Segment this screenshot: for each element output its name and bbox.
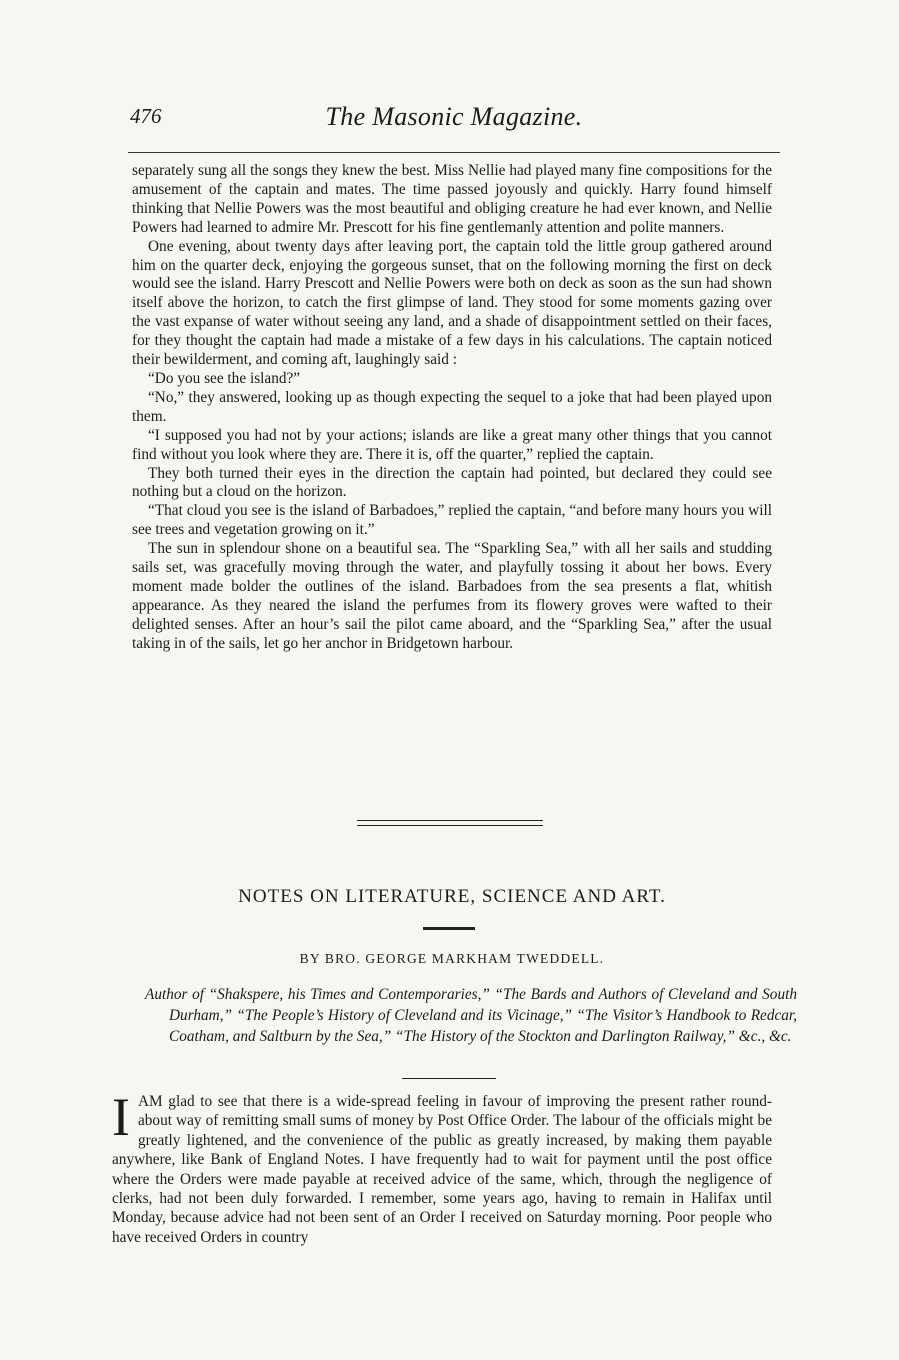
story-paragraph: One evening, about twenty days after leaving port, the captain told the little group gathered around him on the quarter deck, enjoying the gorgeous sunset, that on the following morning the first on deck would see the island. Harry Prescott and Nellie Powers were both on deck as soon as the sun had shown itself above the horizon, to catch the first glimpse of land. They stood for some moments gazing over the vast expanse of water without seeing any land, and a shade of disappointment settled on their faces, for they thought the captain had made a mistake of a few days in his calculations. The captain noticed their bewilderment, and coming aft, laughingly said : <box>132 237 772 369</box>
story-paragraph: “No,” they answered, looking up as though expecting the sequel to a joke that had been played upon them. <box>132 388 772 425</box>
story-continuation <box>132 162 772 654</box>
story-paragraph: The sun in splendour shone on a beautiful sea. The “Sparkling Sea,” with all her sails and studding sails set, was gracefully moving through the water, and playfully tossing it about her bows. Every moment made bolder the outlines of the island. Barbadoes from the sea presents a flat, whitish appearance. As they neared the island the perfumes from its flowery groves were wafted to their delighted senses. After an hour’s sail the pilot came aboard, and the “Sparkling Sea,” after the usual taking in of the sails, let go her anchor in Bridgetown harbour. <box>132 540 772 652</box>
page-header <box>128 94 780 134</box>
byline: BY BRO. GEORGE MARKHAM TWEDDELL. <box>299 951 605 966</box>
story-paragraph: They both turned their eyes in the direction the captain had pointed, but declared they could see nothing but a cloud on the horizon. <box>132 464 772 501</box>
page-number: 476 <box>130 104 162 128</box>
section-divider <box>357 820 543 826</box>
author-note: Author of “Shakspere, his Times and Contemporaries,” “The Bards and Authors of Cleveland and South Durham,” “The People’s History of Cleveland and its Vicinage,” “The Visitor’s Handbook to Redcar, Coatham, and Saltburn by the Sea,” “The History of the Stockton and Darlington Railway,” &c., &c. <box>145 986 797 1045</box>
section-title: NOTES ON LITERATURE, SCIENCE AND ART. <box>238 886 666 907</box>
story-paragraph: “I supposed you had not by your actions; islands are like a great many other things that you cannot find without you look where they are. There it is, off the quarter,” replied the captain. <box>132 426 772 463</box>
drop-cap: I <box>112 1087 130 1147</box>
short-rule <box>402 1078 496 1079</box>
article-body <box>112 1087 772 1247</box>
running-title: The Masonic Magazine. <box>325 102 583 131</box>
header-rule <box>128 152 780 153</box>
story-paragraph: “That cloud you see is the island of Barbadoes,” replied the captain, “and before many hours you will see trees and vegetation growing on it.” <box>132 502 772 539</box>
story-paragraph: “Do you see the island?” <box>148 369 301 387</box>
article-text: AM glad to see that there is a wide-spread feeling in favour of improving the present rather round-about way of remitting small sums of money by Post Office Order. The labour of the officials might be greatly lightened, and the convenience of the public as greatly increased, by making them payable anywhere, like Bank of England Notes. I have frequently had to wait for payment until the post office where the Orders were made payable at received advice of the same, which, through the negligence of clerks, had not been duly forwarded. I remember, some years ago, having to remain in Halifax until Monday, because advice had not been sent of an Order I received on Saturday morning. Poor people who have received Orders in country <box>112 1093 772 1246</box>
title-ornament-rule <box>423 927 475 930</box>
story-paragraph: separately sung all the songs they knew the best. Miss Nellie had played many fine compositions for the amusement of the captain and mates. The time passed joyously and quickly. Harry found himself thinking that Nellie Powers was the most beautiful and obliging creature he had ever known, and Nellie Powers had learned to admire Mr. Prescott for his fine gentlemanly attention and polite manners. <box>132 162 772 236</box>
